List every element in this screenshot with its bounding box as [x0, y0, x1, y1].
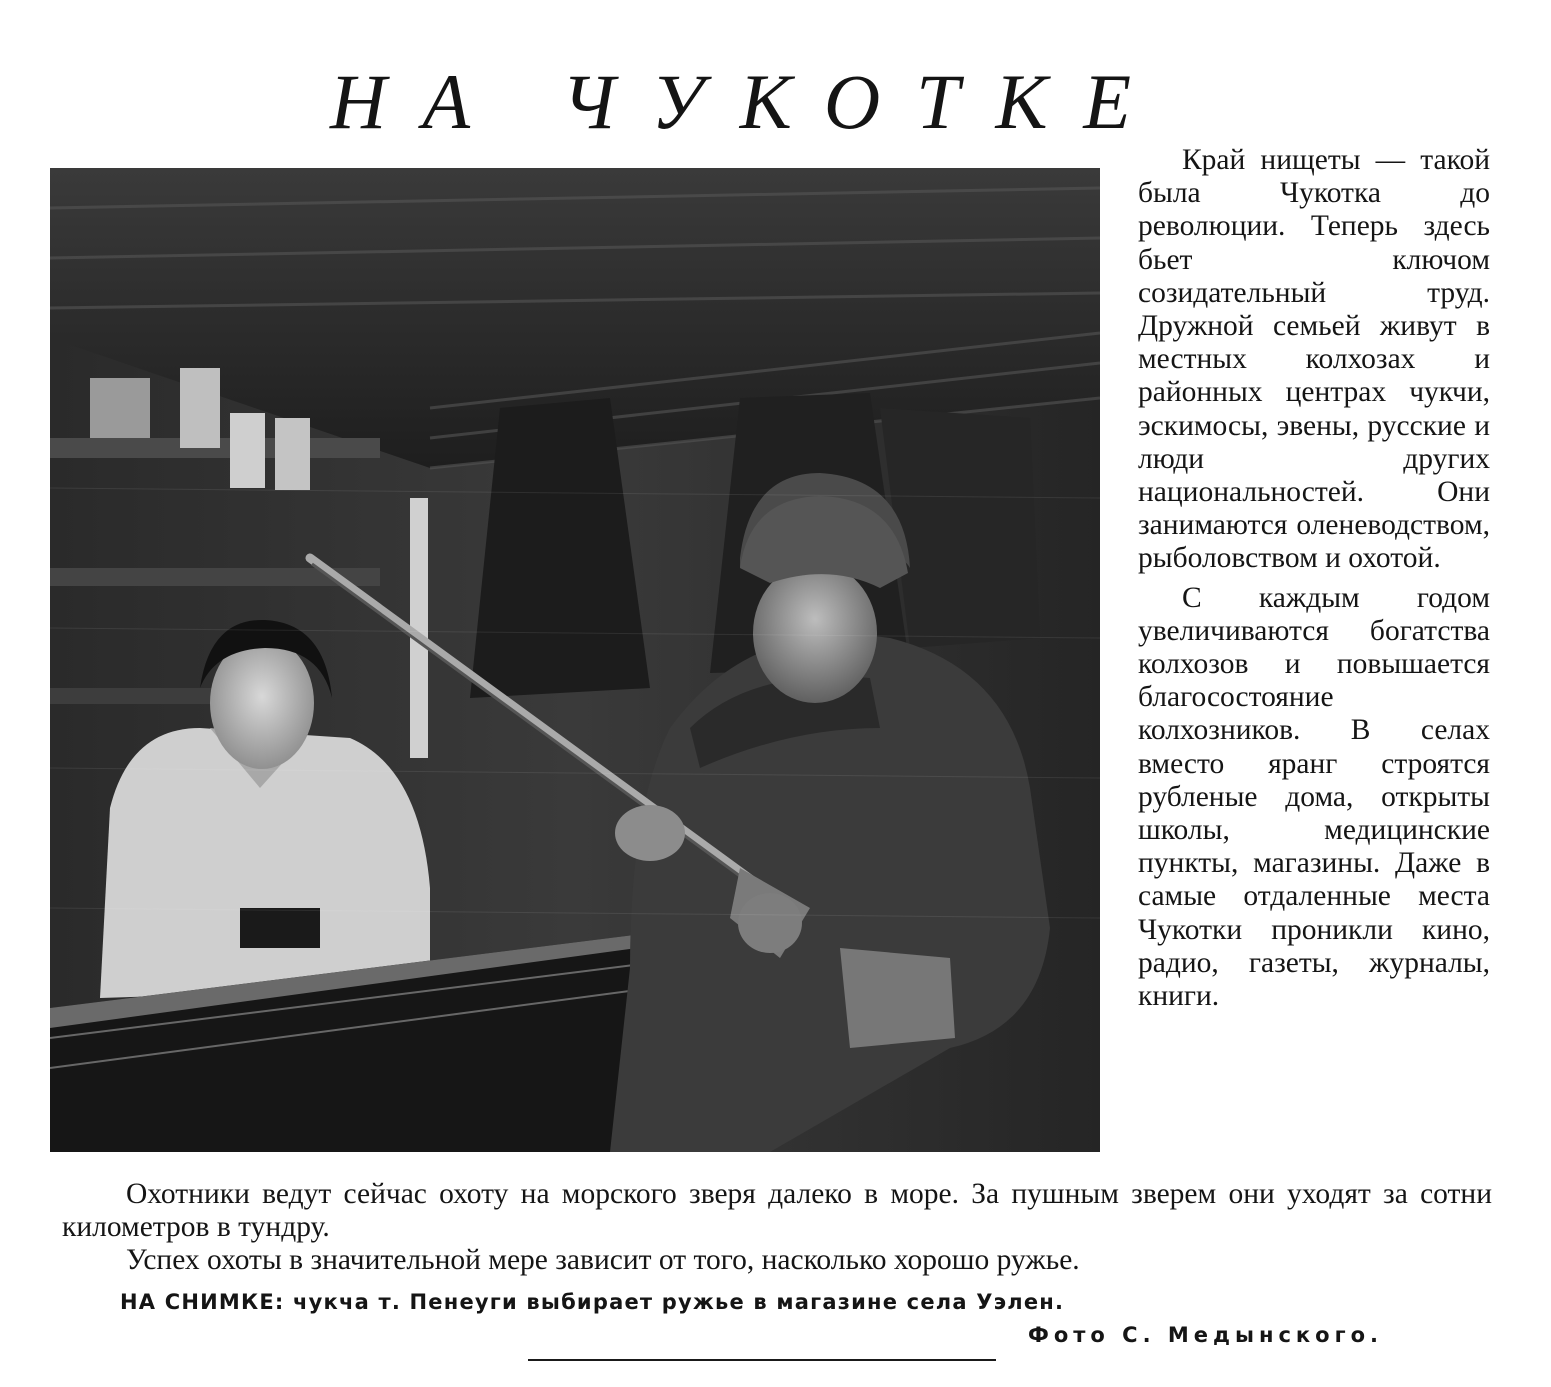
photo-illustration: [50, 168, 1100, 1152]
article-paragraph: С каждым годом увеличиваются богатства колхозов и повышается благосостояние колхозников. В селах вместо яранг строятся рубленые дома, открыты школы, медицинские пункты, магазины. Даже в самые отдаленные места Чукотки проникли кино, радио, газеты, журналы, книги.: [1138, 581, 1490, 1013]
divider-rule: [528, 1359, 996, 1361]
photo-caption: НА СНИМКЕ: чукча т. Пенеуги выбирает ружье в магазине села Уэлен.: [120, 1290, 1065, 1314]
article-paragraph: Край нищеты — такой была Чукотка до революции. Теперь здесь бьет ключом созидательный труд. Дружной семьей живут в местных колхозах и районных центрах чукчи, эскимосы, эвены, русские и люди других национальностей. Они занимаются оленеводством, рыболовством и охотой.: [1138, 144, 1490, 575]
article-column: [1138, 144, 1490, 1013]
headline: НА ЧУКОТКЕ: [330, 58, 1167, 145]
bottom-paragraph: Успех охоты в значительной мере зависит от того, насколько хорошо ружье.: [126, 1244, 1080, 1276]
article-bottom: [62, 1178, 1492, 1277]
news-photo: [50, 168, 1100, 1152]
photo-credit: Фото С. Медынского.: [1028, 1323, 1383, 1347]
bottom-paragraph: Охотники ведут сейчас охоту на морского зверя далеко в море. За пушным зверем они уходят за сотни километров в тундру.: [62, 1178, 1492, 1243]
